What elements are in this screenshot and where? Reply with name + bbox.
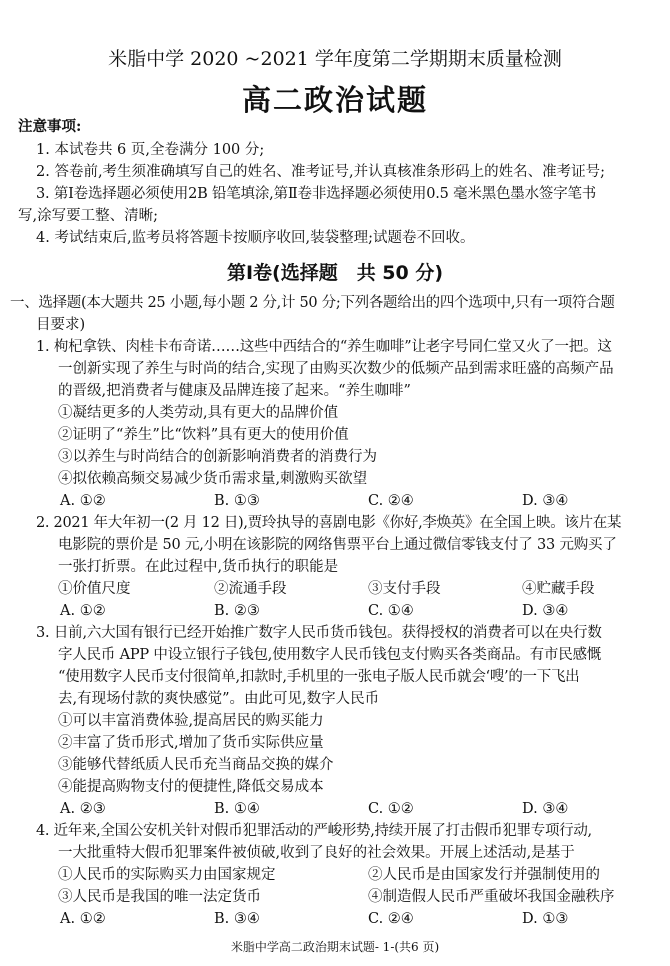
q2-statement-1: ①价值尺度 xyxy=(58,581,131,597)
q1-option-b[interactable]: B. ①③ xyxy=(214,493,260,509)
q2-stem-line-3: 一张打折票。在此过程中,货币执行的职能是 xyxy=(58,559,339,575)
q1-option-d[interactable]: D. ③④ xyxy=(522,493,569,509)
q1-statement-4: ④拟依赖高频交易减少货币需求量,刺激购买欲望 xyxy=(58,471,368,487)
section-instruction-cont: 目要求) xyxy=(36,317,86,333)
q4-option-a[interactable]: A. ①② xyxy=(60,911,106,927)
q4-option-d[interactable]: D. ①③ xyxy=(522,911,569,927)
page-footer: 米脂中学高二政治期末试题- 1-(共6 页) xyxy=(230,940,440,954)
q2-option-a[interactable]: A. ①② xyxy=(60,603,106,619)
q1-option-a[interactable]: A. ①② xyxy=(60,493,106,509)
q2-statement-2: ②流通手段 xyxy=(214,581,287,597)
notice-item-3: 3. 第Ⅰ卷选择题必须使用2B 铅笔填涂,第Ⅱ卷非选择题必须使用0.5 毫米黑色墨水签字笔书 xyxy=(36,186,597,202)
q3-statement-1: ①可以丰富消费体验,提高居民的购买能力 xyxy=(58,713,324,729)
q4-option-b[interactable]: B. ③④ xyxy=(214,911,260,927)
q4-statement-2: ②人民币是由国家发行并强制使用的 xyxy=(368,867,600,883)
q4-statement-4: ④制造假人民币严重破坏我国金融秩序 xyxy=(368,889,615,905)
q2-statement-4: ④贮藏手段 xyxy=(522,581,595,597)
q2-statement-3: ③支付手段 xyxy=(368,581,441,597)
q3-stem-line-2: 字人民币 APP 中设立银行子钱包,使用数字人民币钱包支付购买各类商品。有市民感慨 xyxy=(58,647,602,663)
q3-stem-line-3: “使用数字人民币支付很简单,扣款时,手机里的一张电子版人民币就会‘嗖’的一下飞出 xyxy=(58,669,580,685)
q1-option-c[interactable]: C. ②④ xyxy=(368,493,414,509)
q2-option-c[interactable]: C. ①④ xyxy=(368,603,414,619)
q1-statement-2: ②证明了“养生”比“饮料”具有更大的使用价值 xyxy=(58,427,349,443)
q4-statement-3: ③人民币是我国的唯一法定货币 xyxy=(58,889,261,905)
notice-item-1: 1. 本试卷共 6 页,全卷满分 100 分; xyxy=(36,142,265,158)
notice-item-4: 4. 考试结束后,监考员将答题卡按顺序收回,装袋整理;试题卷不回收。 xyxy=(36,230,475,246)
q4-statement-1: ①人民币的实际购买力由国家规定 xyxy=(58,867,276,883)
section-title: 第Ⅰ卷(选择题 共 50 分) xyxy=(226,262,444,284)
q4-stem-line-2: 一大批重特大假币犯罪案件被侦破,收到了良好的社会效果。开展上述活动,是基于 xyxy=(58,845,575,861)
q4-option-c[interactable]: C. ②④ xyxy=(368,911,414,927)
q1-stem-line-3: 的晋级,把消费者与健康及品牌连接了起来。“养生咖啡” xyxy=(58,383,411,399)
q2-option-d[interactable]: D. ③④ xyxy=(522,603,569,619)
q4-stem-line-1: 4. 近年来,全国公安机关针对假币犯罪活动的严峻形势,持续开展了打击假币犯罪专项行动, xyxy=(36,823,592,839)
q1-stem-line-2: 一创新实现了养生与时尚的结合,实现了由购买次数少的低频产品到需求旺盛的高频产品 xyxy=(58,361,614,377)
q3-statement-4: ④能提高购物支付的便捷性,降低交易成本 xyxy=(58,779,324,795)
q3-option-a[interactable]: A. ②③ xyxy=(60,801,106,817)
q2-stem-line-2: 电影院的票价是 50 元,小明在该影院的网络售票平台上通过微信零钱支付了 33 元购买了 xyxy=(58,537,617,553)
q2-option-b[interactable]: B. ②③ xyxy=(214,603,260,619)
q1-statement-3: ③以养生与时尚结合的创新影响消费者的消费行为 xyxy=(58,449,377,465)
q3-option-c[interactable]: C. ①② xyxy=(368,801,414,817)
q3-statement-3: ③能够代替纸质人民币充当商品交换的媒介 xyxy=(58,757,334,773)
q3-stem-line-1: 3. 日前,六大国有银行已经开始推广数字人民币货币钱包。获得授权的消费者可以在央行数 xyxy=(36,625,602,641)
q3-option-d[interactable]: D. ③④ xyxy=(522,801,569,817)
notice-heading: 注意事项: xyxy=(18,118,82,135)
school-title: 米脂中学 2020 ~2021 学年度第二学期期末质量检测 xyxy=(108,48,562,70)
page-title: 高二政治试题 xyxy=(241,83,428,117)
q3-option-b[interactable]: B. ①④ xyxy=(214,801,260,817)
q3-statement-2: ②丰富了货币形式,增加了货币实际供应量 xyxy=(58,735,324,751)
notice-item-3-cont: 写,涂写要工整、清晰; xyxy=(18,208,158,224)
notice-item-2: 2. 答卷前,考生须准确填写自己的姓名、准考证号,并认真核准条形码上的姓名、准考证号; xyxy=(36,164,606,180)
section-instruction: 一、选择题(本大题共 25 小题,每小题 2 分,计 50 分;下列各题给出的四个选项中,只有一项符合题 xyxy=(10,295,615,311)
q1-statement-1: ①凝结更多的人类劳动,具有更大的品牌价值 xyxy=(58,405,339,421)
q2-stem-line-1: 2. 2021 年大年初一(2 月 12 日),贾玲执导的喜剧电影《你好,李焕英》在全国上映。该片在某 xyxy=(36,515,622,531)
q3-stem-line-4: 去,有现场付款的爽快感觉”。由此可见,数字人民币 xyxy=(58,691,380,707)
q1-stem-line-1: 1. 枸杞拿铁、肉桂卡布奇诺……这些中西结合的“养生咖啡”让老字号同仁堂又火了一把。这 xyxy=(36,339,612,355)
